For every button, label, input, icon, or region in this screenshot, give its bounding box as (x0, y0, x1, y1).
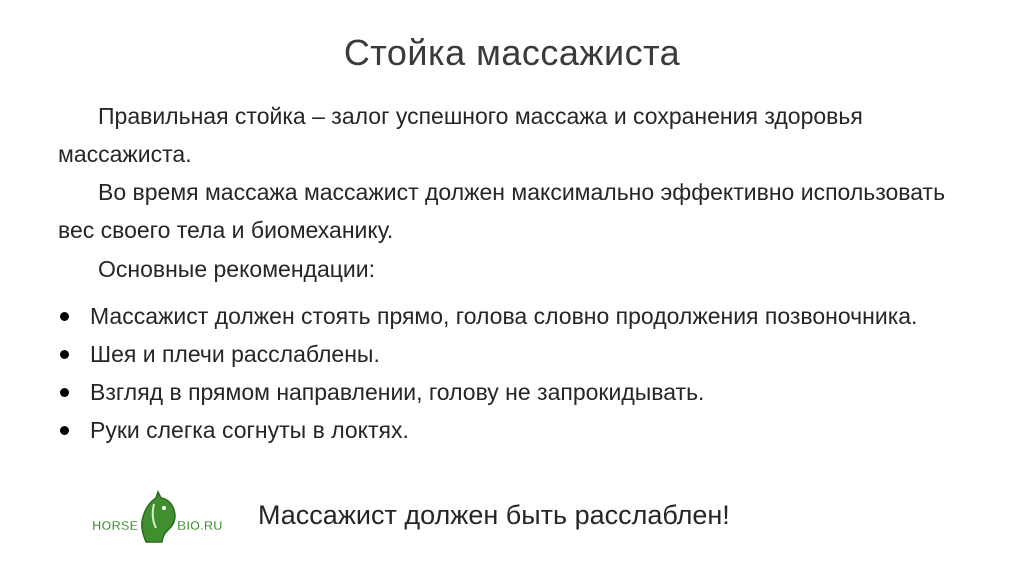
list-item (58, 411, 958, 449)
bullet-icon (60, 388, 69, 397)
list-item (58, 297, 958, 335)
paragraph-body-weight: Во время массажа массажист должен максимально эффективно использовать вес своего тела и биомеханику. (58, 179, 946, 243)
horse-head-icon (90, 490, 222, 550)
list-item-text: Руки слегка согнуты в локтях. (90, 417, 409, 443)
horsebio-logo (90, 490, 222, 550)
recommendations-list (58, 297, 958, 449)
paragraph-correct-stance: Правильная стойка – залог успешного массажа и сохранения здоровья массажиста. (58, 103, 863, 167)
slide-title: Стойка массажиста (343, 32, 681, 73)
svg-text:BIO.RU: BIO.RU (177, 518, 222, 533)
paragraph-recommendations-heading: Основные рекомендации: (98, 256, 375, 282)
list-item-text: Массажист должен стоять прямо, голова словно продолжения позвоночника. (90, 303, 918, 329)
list-item (58, 335, 958, 373)
bullet-icon (60, 350, 69, 359)
bullet-icon (60, 312, 69, 321)
list-item (58, 373, 958, 411)
svg-text:HORSE: HORSE (92, 518, 139, 533)
list-item-text: Взгляд в прямом направлении, голову не запрокидывать. (90, 379, 705, 405)
list-item-text: Шея и плечи расслаблены. (90, 341, 380, 367)
final-note: Массажист должен быть расслаблен! (258, 500, 730, 530)
bullet-icon (60, 426, 69, 435)
